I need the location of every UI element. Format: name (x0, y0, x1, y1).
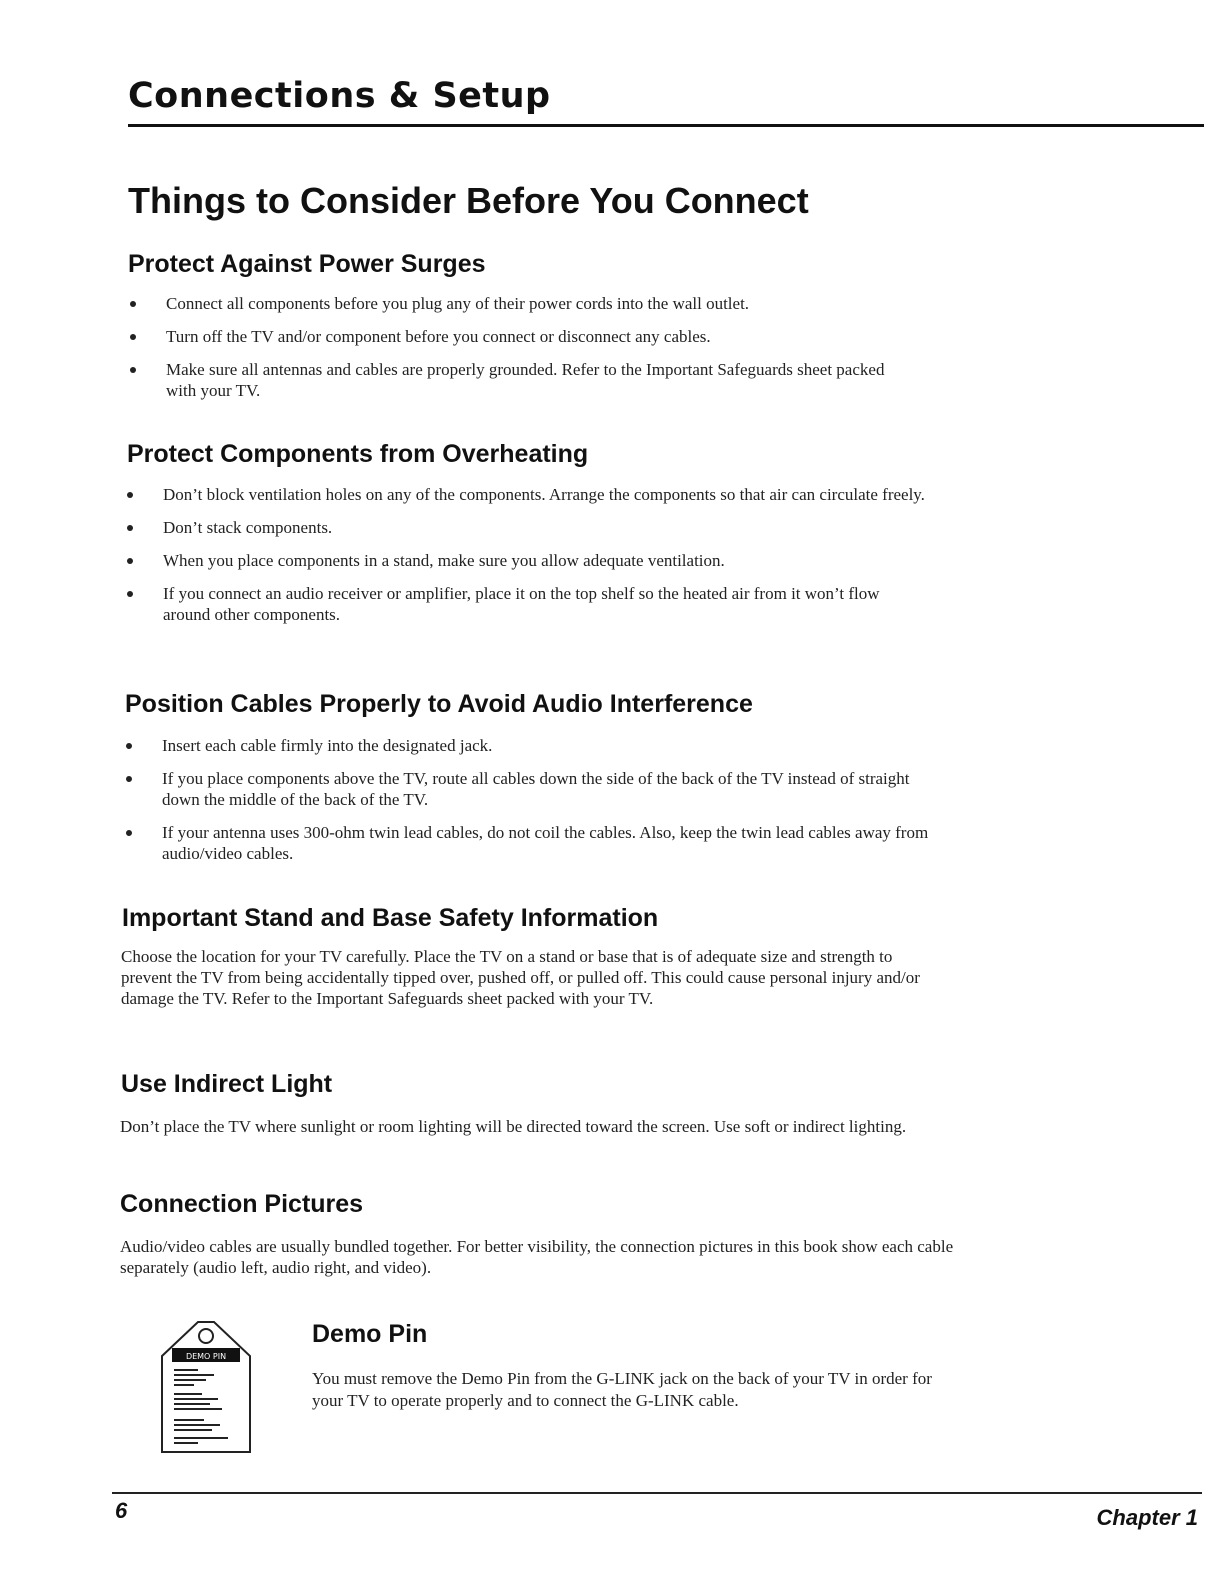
list-item: Connect all components before you plug any of their power cords into the wall outlet. (130, 293, 930, 314)
connection-pictures-text: Audio/video cables are usually bundled together. For better visibility, the connection pictures in this book show each cable separately (audio left, audio right, and video). (120, 1237, 954, 1277)
tag-label: DEMO PIN (185, 1352, 227, 1361)
list-item: Don’t stack components. (127, 517, 927, 538)
heading-stand-safety: Important Stand and Base Safety Information (122, 904, 659, 932)
list-item: If you connect an audio receiver or amplifier, place it on the top shelf so the heated air from it won’t flow around other components. (127, 583, 927, 625)
demo-pin-tag-icon (158, 1318, 254, 1458)
bullet-icon (130, 334, 136, 340)
list-audio-interference (126, 735, 929, 876)
list-overheating (127, 484, 927, 637)
chapter-label: Chapter 1 (1096, 1505, 1198, 1530)
bullet-icon (126, 830, 132, 836)
page-title: Things to Consider Before You Connect (128, 180, 809, 221)
bullet-icon (130, 367, 136, 373)
list-item: When you place components in a stand, make sure you allow adequate ventilation. (127, 550, 927, 571)
bullet-icon (127, 525, 133, 531)
list-power-surges (130, 293, 930, 413)
heading-power-surges: Protect Against Power Surges (128, 250, 486, 278)
list-item: Insert each cable firmly into the designated jack. (126, 735, 926, 756)
list-item: Make sure all antennas and cables are properly grounded. Refer to the Important Safeguards sheet packed with your TV. (130, 359, 930, 401)
heading-indirect-light: Use Indirect Light (121, 1070, 333, 1098)
heading-overheating: Protect Components from Overheating (127, 440, 589, 468)
list-item: Turn off the TV and/or component before you connect or disconnect any cables. (130, 326, 930, 347)
heading-audio-interference: Position Cables Properly to Avoid Audio Interference (125, 690, 753, 718)
bullet-icon (127, 492, 133, 498)
list-item: If you place components above the TV, route all cables down the side of the back of the TV instead of straight down the middle of the back of the TV. (126, 768, 926, 810)
bullet-icon (126, 743, 132, 749)
list-item: Don’t block ventilation holes on any of the components. Arrange the components so that air can circulate freely. (127, 484, 927, 505)
bullet-icon (130, 301, 136, 307)
bullet-icon (127, 591, 133, 597)
bullet-icon (127, 558, 133, 564)
bullet-icon (126, 776, 132, 782)
stand-safety-text: Choose the location for your TV carefully. Place the TV on a stand or base that is of adequate size and strength to prevent the TV from being accidentally tipped over, pushed off, or pulled off. This could cause personal injury and/or damage the TV. Refer to the Important Safeguards sheet packed with your TV. (121, 947, 920, 1008)
demo-pin-heading: Demo Pin (312, 1320, 428, 1348)
list-item: If your antenna uses 300-ohm twin lead cables, do not coil the cables. Also, keep the twin lead cables away from audio/video cables. (126, 822, 926, 864)
demo-pin-text: You must remove the Demo Pin from the G-LINK jack on the back of your TV in order for your TV to operate properly and to connect the G-LINK cable. (312, 1369, 932, 1410)
heading-connection-pictures: Connection Pictures (120, 1190, 364, 1218)
section-title: Connections & Setup (128, 76, 551, 116)
footer-rule (112, 1492, 1202, 1494)
indirect-light-text: Don’t place the TV where sunlight or room lighting will be directed toward the screen. Use soft or indirect lighting. (120, 1117, 907, 1136)
page-number: 6 (115, 1498, 128, 1523)
header-rule (128, 124, 1204, 127)
